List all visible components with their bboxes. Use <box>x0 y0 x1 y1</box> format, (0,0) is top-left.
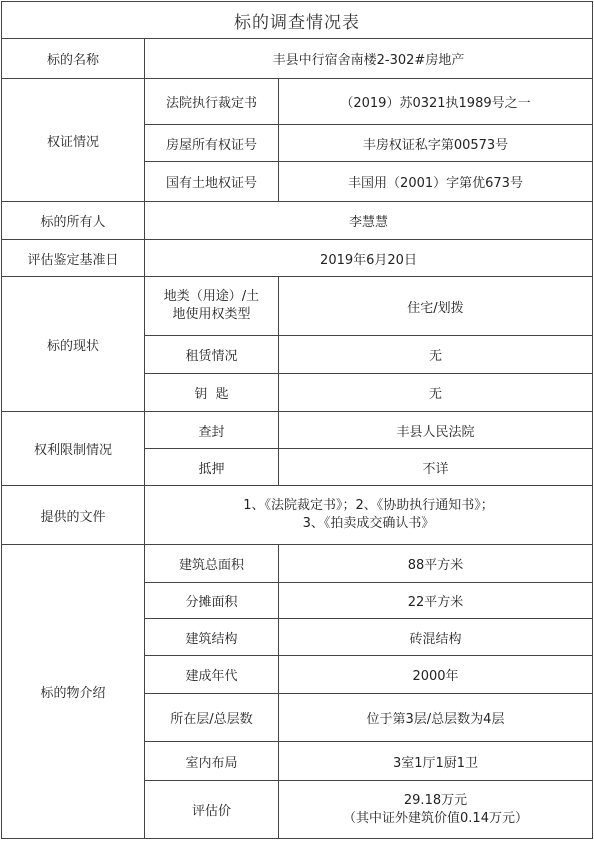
rights-item-label: 房屋所有权证号 <box>145 125 279 162</box>
rights-item-value: 丰房权证私字第00573号 <box>279 125 593 162</box>
restrictions-label: 权利限制情况 <box>2 412 145 486</box>
restrictions-item-value: 不详 <box>279 449 593 486</box>
valuation-date-label: 评估鉴定基准日 <box>2 240 145 277</box>
status-item-label: 租赁情况 <box>145 336 279 374</box>
property-item-label: 分摊面积 <box>145 583 279 619</box>
rights-item-label: 法院执行裁定书 <box>145 79 279 125</box>
price-line1: 29.18万元 <box>403 792 468 808</box>
subject-name-label: 标的名称 <box>2 39 145 79</box>
status-item-label <box>145 277 279 336</box>
rights-row-1 <box>2 79 593 125</box>
rights-item-label: 国有土地权证号 <box>145 162 279 202</box>
property-item-value: 22平方米 <box>279 583 593 619</box>
property-item-label: 建成年代 <box>145 656 279 694</box>
price-value <box>279 781 593 839</box>
property-item-label: 所在层/总层数 <box>145 694 279 742</box>
property-item-label: 建筑总面积 <box>145 545 279 583</box>
owner-label: 标的所有人 <box>2 202 145 240</box>
owner-row <box>2 202 593 240</box>
valuation-date-row <box>2 240 593 277</box>
price-line2: （其中证外建筑价值0.14万元） <box>343 810 528 826</box>
property-item-value: 88平方米 <box>279 545 593 583</box>
property-item-label: 室内布局 <box>145 742 279 781</box>
property-item-value: 2000年 <box>279 656 593 694</box>
status-item-value: 无 <box>279 374 593 412</box>
status-row-1 <box>2 277 593 336</box>
restrictions-row-1 <box>2 412 593 449</box>
documents-label: 提供的文件 <box>2 486 145 545</box>
rights-label: 权证情况 <box>2 79 145 202</box>
rights-item-value: 丰国用（2001）字第优673号 <box>279 162 593 202</box>
documents-line2: 3、《拍卖成交确认书》 <box>302 516 435 531</box>
property-item-value: 砖混结构 <box>279 619 593 656</box>
property-item-value: 位于第3层/总层数为4层 <box>279 694 593 742</box>
property-row-1 <box>2 545 593 583</box>
documents-value <box>145 486 593 545</box>
documents-row <box>2 486 593 545</box>
table-title: 标的调查情况表 <box>2 2 593 39</box>
property-item-value: 3室1厅1厨1卫 <box>279 742 593 781</box>
valuation-date-value: 2019年6月20日 <box>145 240 593 277</box>
survey-table <box>1 1 593 839</box>
subject-name-row <box>2 39 593 79</box>
status-item-value: 无 <box>279 336 593 374</box>
status-item-label-line2: 地使用权类型 <box>172 307 251 322</box>
rights-item-value: （2019）苏0321执1989号之一 <box>279 79 593 125</box>
status-label: 标的现状 <box>2 277 145 412</box>
documents-line1: 1、《法院裁定书》；2、《协助执行通知书》； <box>243 498 494 513</box>
restrictions-item-label: 查封 <box>145 412 279 449</box>
subject-name-value: 丰县中行宿舍南楼2-302#房地产 <box>145 39 593 79</box>
property-label: 标的物介绍 <box>2 545 145 839</box>
status-item-label-line1: 地类（用途）/土 <box>163 289 260 304</box>
property-item-label: 建筑结构 <box>145 619 279 656</box>
restrictions-item-value: 丰县人民法院 <box>279 412 593 449</box>
status-item-value: 住宅/划拨 <box>279 277 593 336</box>
title-row <box>2 2 593 39</box>
status-item-label: 钥 匙 <box>145 374 279 412</box>
owner-value: 李慧慧 <box>145 202 593 240</box>
restrictions-item-label: 抵押 <box>145 449 279 486</box>
price-label: 评估价 <box>145 781 279 839</box>
